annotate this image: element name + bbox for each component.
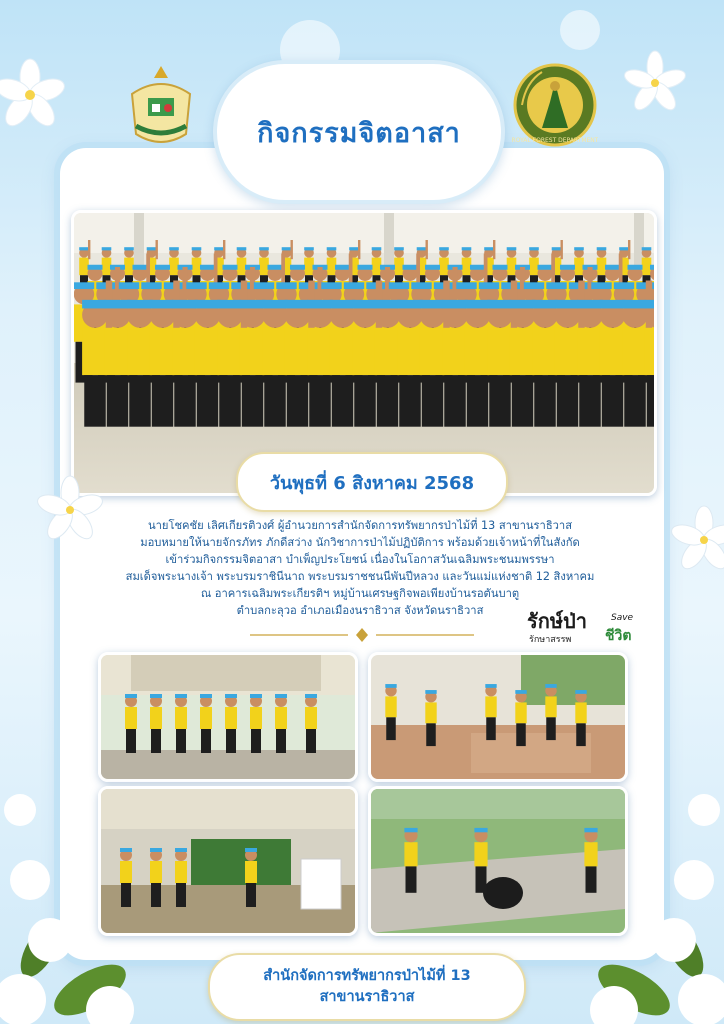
footer-office-name: สำนักจัดการทรัพยากรป่าไม้ที่ 13 xyxy=(263,968,471,984)
person-figure xyxy=(200,694,212,753)
description-line: มอบหมายให้นายจักรภัทร ภักดีสว่าง นักวิชาการป่าไม้ปฏิบัติการ พร้อมด้วยเจ้าหน้าที่ในสังกัด xyxy=(140,536,580,549)
person-figure xyxy=(425,690,436,746)
person-figure xyxy=(404,828,417,893)
gallery-photo-cleanup xyxy=(368,786,628,936)
person-figure xyxy=(600,300,626,427)
person-figure xyxy=(225,694,237,753)
person-figure xyxy=(175,848,187,907)
person-figure xyxy=(584,828,597,893)
person-figure xyxy=(275,694,287,753)
person-figure xyxy=(307,300,333,427)
brand-save-text: Save xyxy=(611,613,634,623)
person-figure xyxy=(532,300,558,427)
person-figure xyxy=(305,694,317,753)
event-date: วันพุธที่ 6 สิงหาคม 2568 xyxy=(269,472,475,494)
royal-forest-department-logo xyxy=(512,62,598,148)
person-figure xyxy=(397,300,423,427)
person-figure xyxy=(125,694,137,753)
person-figure xyxy=(474,828,487,893)
person-figure xyxy=(485,684,496,740)
person-figure xyxy=(375,300,401,427)
person-figure xyxy=(465,300,491,427)
description-line: เข้าร่วมกิจกรรมจิตอาสา บำเพ็ญประโยชน์ เนื่องในโอกาสวันเฉลิมพระชนมพรรษา xyxy=(165,553,555,566)
person-figure xyxy=(172,300,198,427)
person-figure xyxy=(385,684,396,740)
person-figure xyxy=(575,690,586,746)
person-figure xyxy=(195,300,221,427)
save-forest-brand xyxy=(525,606,645,650)
person-figure xyxy=(105,300,131,427)
person-figure xyxy=(150,848,162,907)
ornament-divider xyxy=(250,628,474,642)
person-figure xyxy=(545,684,556,740)
person-figure xyxy=(175,694,187,753)
person-figure xyxy=(150,694,162,753)
brand-life-text: ชีวิต xyxy=(605,628,632,644)
description-line: ตำบลกะลุวอ อำเภอเมืองนราธิวาส จังหวัดนราธิวาส xyxy=(236,604,484,617)
gallery-photo-mopping xyxy=(368,652,628,782)
flower-decoration-right xyxy=(660,500,724,580)
title-banner xyxy=(213,60,505,204)
person-figure xyxy=(127,300,153,427)
flower-decoration-left xyxy=(30,470,110,550)
description-line: สมเด็จพระนางเจ้า พระบรมราชินีนาถ พระบรมราชชนนีพันปีหลวง และวันแม่แห่งชาติ 12 สิงหาคม xyxy=(125,570,595,583)
person-figure xyxy=(250,694,262,753)
description-line: ณ อาคารเฉลิมพระเกียรติฯ หมู่บ้านเศรษฐกิจพอเพียงบ้านรอตันบาตู xyxy=(200,587,520,600)
person-figure xyxy=(262,300,288,427)
person-figure xyxy=(510,300,536,427)
flower-decoration-top-left xyxy=(0,55,70,135)
footer-branch-name: สาขานราธิวาส xyxy=(319,989,415,1005)
person-figure xyxy=(577,300,603,427)
flower-decoration-top-right xyxy=(615,45,695,115)
provincial-emblem-logo xyxy=(122,64,200,148)
person-figure xyxy=(442,300,468,427)
event-description xyxy=(100,517,620,619)
page-title: กิจกรรมจิตอาสา xyxy=(257,117,461,149)
brand-sub-text: รักษาสรรพ xyxy=(529,635,572,645)
person-figure xyxy=(330,300,356,427)
background-sparkle xyxy=(560,10,600,50)
person-figure xyxy=(120,848,132,907)
date-banner xyxy=(236,452,508,512)
person-figure xyxy=(245,848,257,907)
person-figure xyxy=(515,690,526,746)
gallery-photo-watering xyxy=(98,786,358,936)
footer-banner xyxy=(208,953,526,1021)
brand-main-text: รักษ์ป่า xyxy=(527,609,587,633)
person-figure xyxy=(240,300,266,427)
logo-caption: ROYAL FOREST DEPARTMENT xyxy=(512,137,598,144)
description-line: นายโชคชัย เลิศเกียรติวงศ์ ผู้อำนวยการสำนักจัดการทรัพยากรป่าไม้ที่ 13 สาขานราธิวาส xyxy=(147,519,573,532)
gallery-photo-group xyxy=(98,652,358,782)
